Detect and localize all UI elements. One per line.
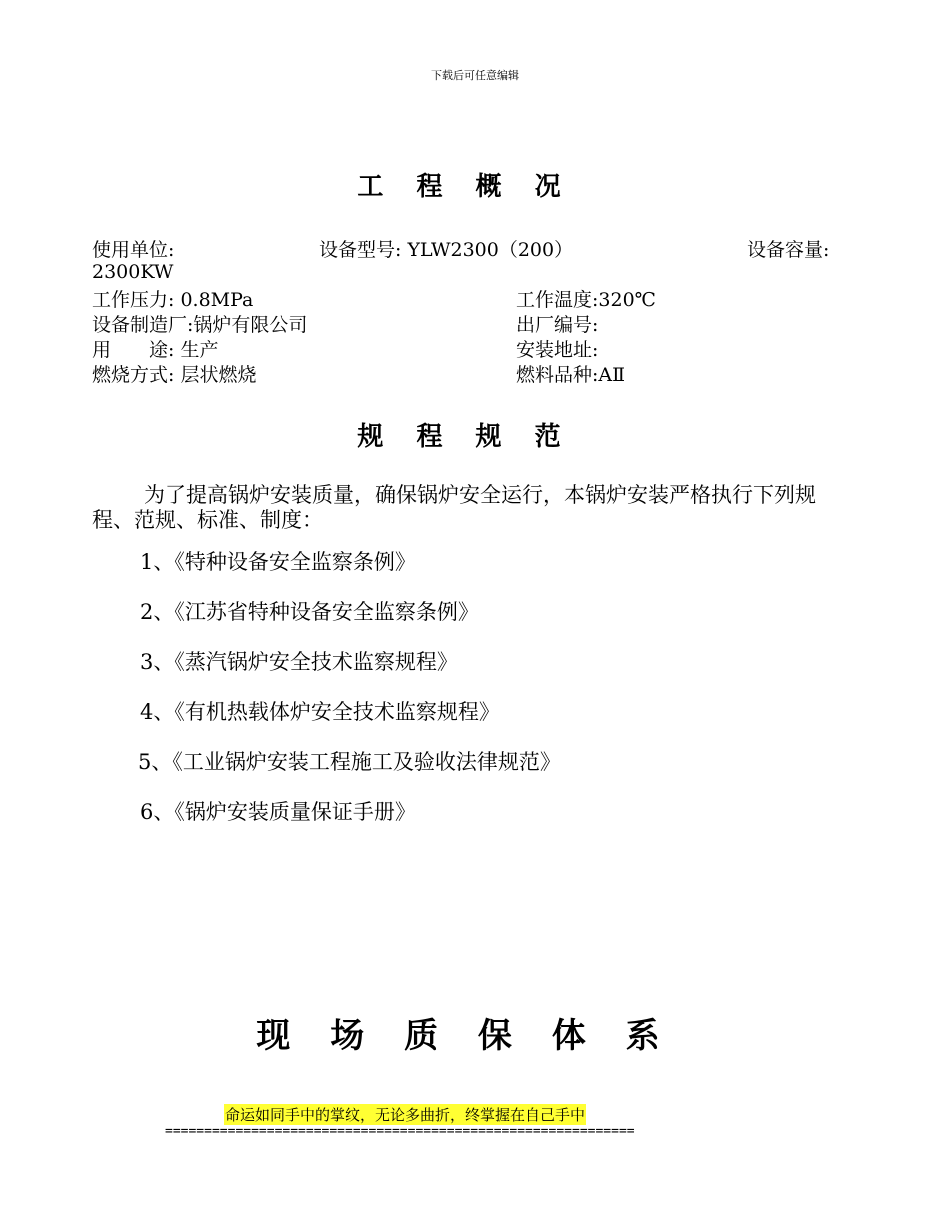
field-capacity-value: 2300KW <box>92 261 174 283</box>
field-temperature: 工作温度:320℃ <box>516 289 656 311</box>
header-note: 下载后可任意编辑 <box>431 69 519 82</box>
overview-row-2 <box>92 285 852 310</box>
field-combustion: 燃烧方式: 层状燃烧 <box>92 364 257 386</box>
overview-row-1 <box>92 235 852 260</box>
regulation-item: 1、《特种设备安全监察条例》 <box>140 550 416 574</box>
overview-row-4 <box>92 335 852 360</box>
field-location: 安装地址: <box>516 339 599 361</box>
regulation-item: 4、《有机热载体炉安全技术监察规程》 <box>140 700 500 724</box>
regulation-item: 6、《锅炉安装质量保证手册》 <box>140 800 416 824</box>
section-title-quality-system: 现 场 质 保 体 系 <box>256 1016 674 1056</box>
field-manufacturer: 设备制造厂:锅炉有限公司 <box>92 314 308 336</box>
field-model: 设备型号: YLW2300（200） <box>319 239 574 261</box>
field-purpose: 用 途: 生产 <box>92 339 219 361</box>
section-title-overview: 工 程 概 况 <box>357 172 573 202</box>
regulation-item: 5、《工业锅炉安装工程施工及验收法律规范》 <box>138 750 561 774</box>
field-pressure: 工作压力: 0.8MPa <box>92 289 254 311</box>
footer-rule: ============================================================ <box>165 1124 635 1139</box>
field-capacity-label: 设备容量: <box>747 239 830 261</box>
footer-note: 命运如同手中的掌纹，无论多曲折，终掌握在自己手中 <box>225 1106 586 1124</box>
overview-row-3 <box>92 310 852 335</box>
regulations-intro: 为了提高锅炉安装质量，确保锅炉安全运行，本锅炉安装严格执行下列规程、范规、标准、制度： <box>92 483 816 532</box>
regulation-item: 2、《江苏省特种设备安全监察条例》 <box>140 600 479 624</box>
regulation-item: 3、《蒸汽锅炉安全技术监察规程》 <box>140 650 458 674</box>
field-unit: 使用单位: <box>92 239 175 261</box>
section-title-regulations: 规 程 规 范 <box>357 422 573 452</box>
field-serial: 出厂编号: <box>516 314 599 336</box>
field-fuel: 燃料品种:AⅡ <box>516 364 626 386</box>
overview-row-5 <box>92 360 852 385</box>
